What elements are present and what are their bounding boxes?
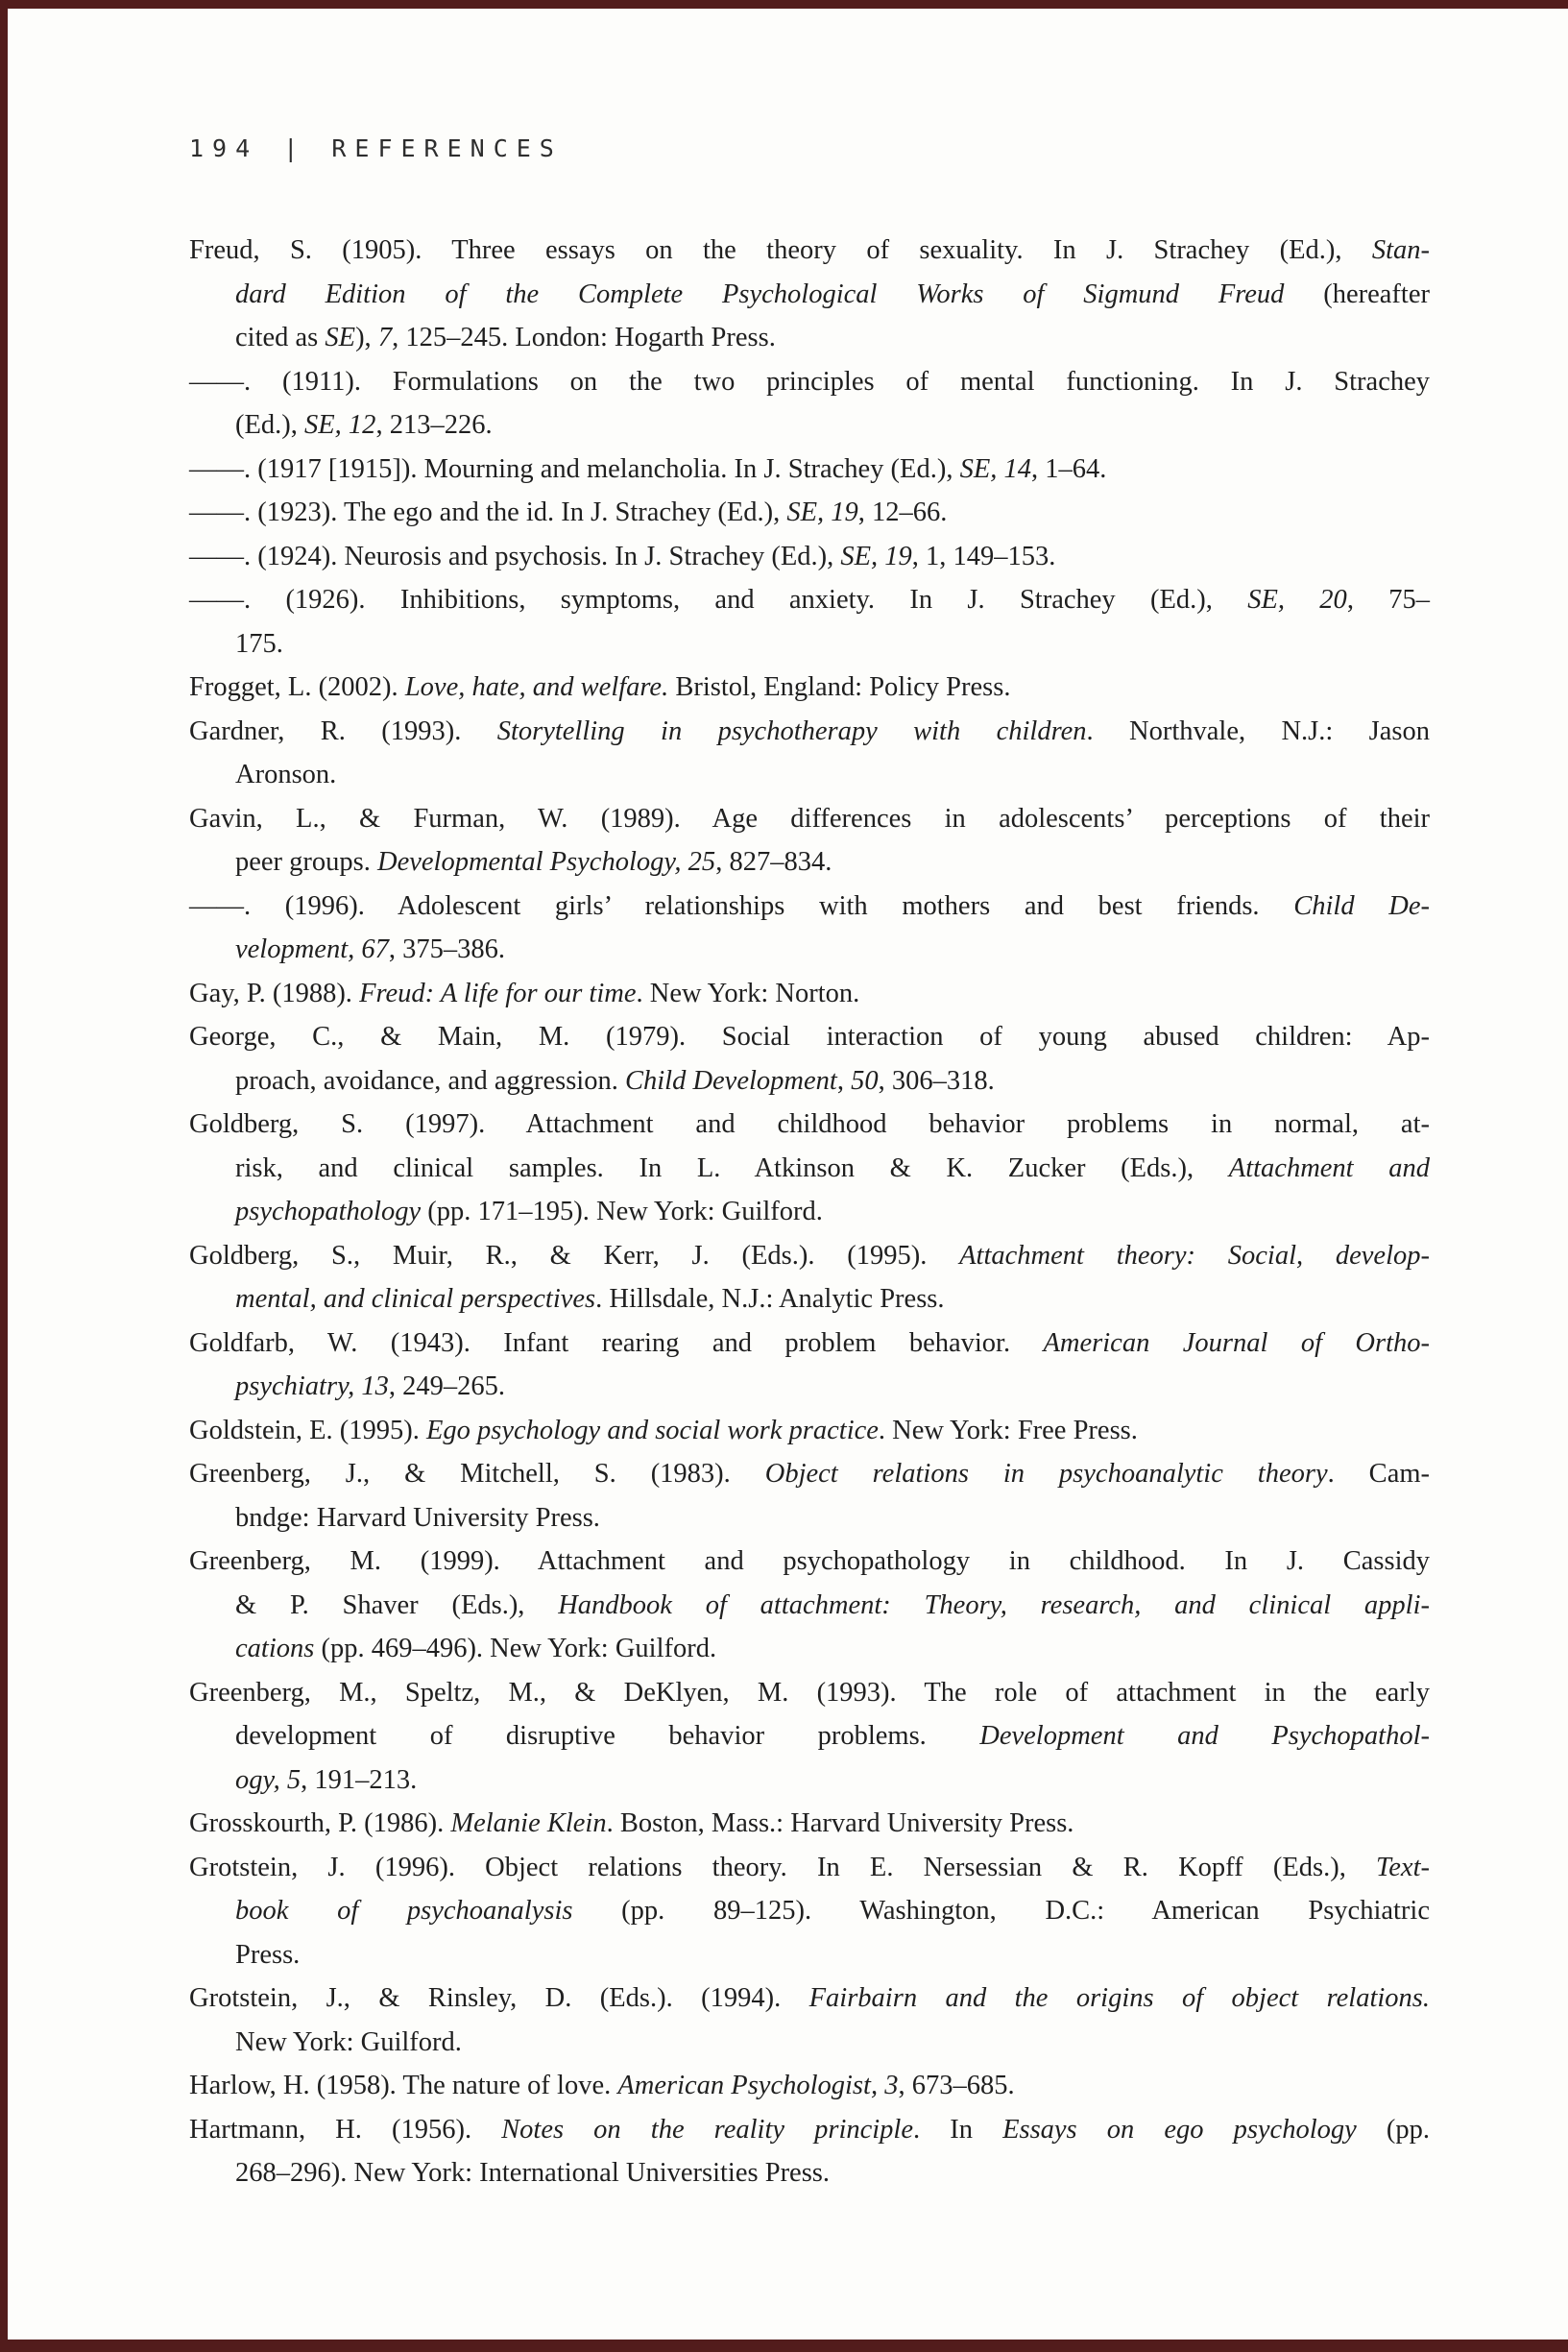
reference-text: (pp. — [1356, 2114, 1430, 2145]
reference-entry — [189, 1540, 1430, 1671]
reference-entry — [189, 229, 1430, 360]
reference-line — [189, 448, 1430, 492]
reference-line — [189, 229, 1430, 273]
reference-text-italic: dard Edition of the Complete Psychological Works of Sigmund Freud — [235, 279, 1285, 309]
reference-line — [189, 1714, 1430, 1758]
reference-text: (pp. 89–125). Washington, D.C.: American Psychiatric — [572, 1896, 1430, 1926]
reference-text: (Ed.), — [235, 410, 305, 440]
reference-line — [189, 885, 1430, 929]
reference-text: , 249–265. — [388, 1371, 506, 1401]
reference-entry — [189, 491, 1430, 535]
reference-text-italic: Essays on ego psychology — [1002, 2114, 1357, 2145]
reference-text-italic: SE, 19 — [786, 497, 858, 527]
reference-text-italic: SE — [325, 323, 356, 352]
reference-text-italic: Stan- — [1371, 235, 1430, 265]
reference-text: 175. — [235, 628, 283, 659]
reference-line — [189, 928, 1430, 972]
reference-line — [189, 840, 1430, 885]
reference-text: Grosskourth, P. (1986). — [189, 1808, 451, 1838]
reference-entry — [189, 1234, 1430, 1321]
reference-text-italic: Melanie Klein — [450, 1808, 607, 1838]
reference-line — [189, 1277, 1430, 1321]
reference-entry — [189, 666, 1430, 710]
reference-text: Goldberg, S. (1997). Attachment and childhood behavior problems in normal, at- — [189, 1109, 1430, 1139]
reference-text: peer groups. — [235, 847, 377, 877]
reference-text: . In — [913, 2114, 1003, 2145]
reference-text: New York: Guilford. — [235, 2026, 462, 2057]
reference-text: . Northvale, N.J.: Jason — [1086, 715, 1430, 746]
reference-entry — [189, 578, 1430, 666]
reference-entry — [189, 448, 1430, 492]
reference-text: , — [836, 1065, 852, 1096]
reference-text-italic: Ego psychology and social work practice — [425, 1415, 879, 1445]
page-title: REFERENCES — [331, 134, 563, 162]
reference-text: Gay, P. (1988). — [189, 978, 360, 1008]
reference-text: . Boston, Mass.: Harvard University Press. — [606, 1808, 1074, 1838]
reference-line — [189, 1365, 1430, 1409]
reference-line — [189, 1846, 1430, 1890]
reference-text-italic: Development and Psychopathol- — [979, 1721, 1430, 1751]
reference-line — [189, 1976, 1430, 2021]
reference-line — [189, 1584, 1430, 1628]
reference-entry — [189, 1103, 1430, 1234]
reference-text-italic: Love, hate, and welfare. — [404, 672, 669, 702]
reference-text: ——. (1924). Neurosis and psychosis. In J. Strachey (Ed.), — [189, 541, 841, 571]
reference-text: (pp. 469–496). New York: Guilford. — [314, 1634, 717, 1663]
reference-text-italic: velopment, 67 — [235, 934, 389, 964]
reference-text: ——. (1996). Adolescent girls’ relationships with mothers and best friends. — [189, 890, 1294, 921]
reference-text-italic: 50 — [851, 1065, 879, 1096]
reference-entry — [189, 885, 1430, 972]
reference-line — [189, 1409, 1430, 1453]
reference-text: cited as — [235, 323, 326, 352]
reference-line — [189, 1933, 1430, 1977]
reference-text-italic: Text- — [1376, 1852, 1430, 1882]
reference-text: ), — [355, 323, 378, 352]
reference-text: Gavin, L., & Furman, W. (1989). Age differences in adolescents’ perceptions of their — [189, 803, 1430, 834]
reference-text: , 375–386. — [388, 934, 505, 964]
reference-text-italic: psychiatry, 13 — [235, 1371, 389, 1401]
reference-text: ——. (1911). Formulations on the two principles of mental functioning. In J. Strachey — [189, 366, 1430, 397]
reference-text: Gardner, R. (1993). — [189, 715, 497, 746]
reference-line — [189, 273, 1430, 317]
reference-line — [189, 1321, 1430, 1366]
reference-text: , 213–226. — [375, 410, 493, 440]
reference-text: Goldstein, E. (1995). — [189, 1415, 426, 1445]
reference-text: (pp. 171–195). New York: Guilford. — [421, 1197, 823, 1226]
reference-line — [189, 753, 1430, 797]
reference-text-italic: Child Development — [624, 1065, 837, 1096]
reference-text: . Cam- — [1327, 1459, 1430, 1489]
reference-entry — [189, 1802, 1430, 1846]
reference-text: Goldfarb, W. (1943). Infant rearing and problem behavior. — [189, 1327, 1044, 1358]
reference-text: , 1, 149–153. — [911, 541, 1056, 571]
reference-text: ——. (1923). The ego and the id. In J. Strachey (Ed.), — [189, 497, 787, 527]
reference-text: 268–296). New York: International Universities Press. — [235, 2158, 831, 2188]
reference-line — [189, 797, 1430, 841]
reference-text: . New York: Norton. — [636, 978, 860, 1008]
reference-line — [189, 1671, 1430, 1715]
reference-text: Frogget, L. (2002). — [189, 672, 405, 702]
reference-text-italic: Freud: A life for our time — [359, 978, 637, 1008]
reference-text: Grotstein, J. (1996). Object relations theory. In E. Nersessian & R. Kopff (Eds.), — [189, 1852, 1377, 1882]
reference-line — [189, 1059, 1430, 1103]
reference-text-italic: Developmental Psychology, 25 — [377, 847, 716, 877]
reference-entry — [189, 1452, 1430, 1540]
header-separator: | — [283, 134, 307, 162]
reference-entry — [189, 1671, 1430, 1803]
reference-text: Greenberg, M. (1999). Attachment and psychopathology in childhood. In J. Cassidy — [189, 1546, 1430, 1576]
reference-line — [189, 1540, 1430, 1584]
reference-text: , 12–66. — [857, 497, 948, 527]
reference-text: Aronson. — [235, 760, 337, 789]
reference-line — [189, 1234, 1430, 1278]
reference-text-italic: book of psychoanalysis — [235, 1896, 573, 1926]
reference-text-italic: Attachment theory: Social, develop- — [959, 1240, 1430, 1271]
reference-text-italic: Object relations in psychoanalytic theory — [764, 1459, 1328, 1489]
reference-text-italic: mental, and clinical perspectives — [235, 1284, 596, 1314]
reference-line — [189, 316, 1430, 360]
reference-text-italic: Notes on the reality principle — [501, 2114, 914, 2145]
book-binding-edge-bottom — [0, 2340, 1568, 2352]
reference-text: Press. — [235, 1939, 301, 1970]
reference-entry — [189, 535, 1430, 579]
reference-text: , 125–245. London: Hogarth Press. — [392, 323, 776, 352]
reference-text-italic: Attachment and — [1228, 1152, 1430, 1183]
reference-text-italic: ogy, 5 — [235, 1764, 302, 1795]
reference-line — [189, 1889, 1430, 1933]
reference-text: George, C., & Main, M. (1979). Social interaction of young abused children: Ap- — [189, 1022, 1430, 1052]
reference-entry — [189, 1015, 1430, 1103]
reference-text: , 75– — [1346, 585, 1431, 615]
reference-line — [189, 535, 1430, 579]
reference-entry — [189, 797, 1430, 885]
reference-line — [189, 491, 1430, 535]
reference-entry — [189, 972, 1430, 1016]
reference-text: Bristol, England: Policy Press. — [668, 672, 1011, 702]
reference-line — [189, 2021, 1430, 2065]
reference-line — [189, 1015, 1430, 1059]
reference-text: ——. (1917 [1915]). Mourning and melancholia. In J. Strachey (Ed.), — [189, 453, 960, 484]
reference-line — [189, 360, 1430, 404]
reference-text: Freud, S. (1905). Three essays on the theory of sexuality. In J. Strachey (Ed.), — [189, 235, 1372, 265]
reference-text: , 673–685. — [898, 2071, 1015, 2100]
reference-text-italic: Handbook of attachment: Theory, research, and clinical appli- — [558, 1589, 1430, 1620]
reference-line — [189, 2151, 1430, 2195]
reference-line — [189, 1103, 1430, 1147]
reference-text: ——. (1926). Inhibitions, symptoms, and anxiety. In J. Strachey (Ed.), — [189, 585, 1248, 615]
reference-text: Goldberg, S., Muir, R., & Kerr, J. (Eds.). (1995). — [189, 1240, 960, 1271]
reference-text: Greenberg, M., Speltz, M., & DeKlyen, M. (1993). The role of attachment in the early — [189, 1677, 1430, 1708]
reference-line — [189, 622, 1430, 667]
reference-entry — [189, 710, 1430, 797]
reference-line — [189, 1496, 1430, 1540]
reference-entry — [189, 1976, 1430, 2064]
reference-text-italic: cations — [235, 1634, 315, 1663]
reference-line — [189, 1627, 1430, 1671]
reference-text: development of disruptive behavior problems. — [235, 1721, 980, 1751]
reference-text: & P. Shaver (Eds.), — [235, 1589, 559, 1620]
reference-text-italic: SE, 14 — [959, 453, 1031, 484]
reference-text: proach, avoidance, and aggression. — [235, 1065, 625, 1096]
reference-entry — [189, 2064, 1430, 2108]
reference-text: . New York: Free Press. — [878, 1415, 1138, 1445]
reference-text-italic: Storytelling in psychotherapy with children — [496, 715, 1087, 746]
reference-text: Harlow, H. (1958). The nature of love. — [189, 2071, 618, 2100]
reference-text: Greenberg, J., & Mitchell, S. (1983). — [189, 1459, 765, 1489]
reference-entry — [189, 2108, 1430, 2195]
reference-text: . Hillsdale, N.J.: Analytic Press. — [595, 1284, 945, 1314]
reference-text: Hartmann, H. (1956). — [189, 2114, 502, 2145]
book-binding-edge-left — [0, 0, 8, 2352]
reference-text: risk, and clinical samples. In L. Atkinson & K. Zucker (Eds.), — [235, 1152, 1229, 1183]
reference-line — [189, 1802, 1430, 1846]
reference-line — [189, 2064, 1430, 2108]
reference-line — [189, 972, 1430, 1016]
reference-line — [189, 1758, 1430, 1803]
reference-text: , 827–834. — [715, 847, 832, 877]
reference-text-italic: American Psychologist, 3 — [617, 2071, 899, 2100]
reference-text-italic: 7 — [377, 323, 393, 352]
reference-line — [189, 403, 1430, 448]
reference-entry — [189, 360, 1430, 448]
reference-text-italic: SE, 20 — [1247, 585, 1347, 615]
reference-text-italic: Child De- — [1293, 890, 1430, 921]
reference-text-italic: SE, 12 — [304, 410, 376, 440]
reference-line — [189, 2108, 1430, 2152]
reference-text-italic: psychopathology — [235, 1197, 422, 1226]
book-binding-edge-top — [0, 0, 1568, 9]
reference-text-italic: American Journal of Ortho- — [1043, 1327, 1430, 1358]
reference-text: , 191–213. — [301, 1764, 418, 1795]
reference-line — [189, 1190, 1430, 1234]
reference-text: , 306–318. — [878, 1065, 995, 1096]
reference-text: bndge: Harvard University Press. — [235, 1502, 600, 1533]
reference-entry — [189, 1846, 1430, 1977]
reference-line — [189, 578, 1430, 622]
reference-text: (hereafter — [1284, 279, 1430, 309]
reference-line — [189, 1452, 1430, 1496]
reference-list — [189, 229, 1430, 2195]
reference-entry — [189, 1321, 1430, 1409]
reference-text: Grotstein, J., & Rinsley, D. (Eds.). (1994). — [189, 1983, 809, 2013]
page-number: 194 — [189, 134, 259, 162]
reference-line — [189, 1147, 1430, 1191]
reference-text-italic: SE, 19 — [840, 541, 912, 571]
reference-line — [189, 710, 1430, 754]
running-head — [189, 134, 563, 162]
reference-line — [189, 666, 1430, 710]
reference-text: , 1–64. — [1031, 453, 1107, 484]
reference-entry — [189, 1409, 1430, 1453]
reference-text-italic: Fairbairn and the origins of object relations. — [808, 1983, 1430, 2013]
